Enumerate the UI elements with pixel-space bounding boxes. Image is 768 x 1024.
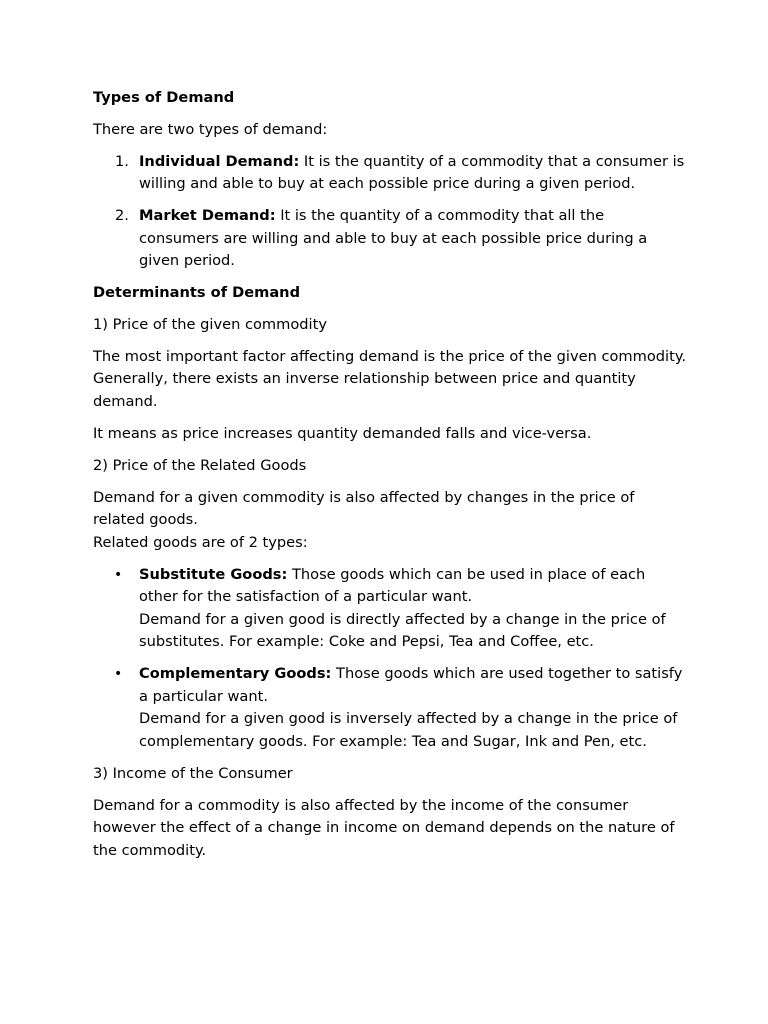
- bullet-item-complementary-goods: [93, 663, 688, 753]
- bullet-item-definition: [139, 663, 688, 708]
- bullet-item-detail: Demand for a given good is directly affected by a change in the price of substitutes. For example: Coke and Pepsi, Tea and Coffee, etc.: [139, 610, 666, 650]
- list-item-text: It is the quantity of a commodity that all the consumers are willing and able to buy at each possible price during a given period.: [139, 207, 648, 269]
- bullet-item-text: Those goods which are used together to satisfy a particular want.: [139, 665, 683, 705]
- bullet-item-text: Those goods which can be used in place of each other for the satisfaction of a particular want.: [139, 565, 646, 605]
- determinants-heading: Determinants of Demand: [93, 284, 301, 301]
- list-item-text: It is the quantity of a commodity that a consumer is willing and able to buy at each possible price during a given period.: [139, 152, 685, 192]
- income-section-title: 3) Income of the Consumer: [93, 764, 293, 782]
- bullet-icon: •: [114, 566, 123, 583]
- list-item-term: Individual Demand:: [139, 152, 300, 170]
- related-goods-paragraph: [93, 487, 688, 555]
- list-item-market-demand: [93, 205, 688, 273]
- bullet-item-definition: [139, 564, 688, 609]
- related-goods-title: 2) Price of the Related Goods: [93, 456, 307, 474]
- bullet-icon: •: [114, 666, 123, 682]
- list-item-term: Market Demand:: [139, 207, 276, 224]
- related-goods-intro: Demand for a given commodity is also affected by changes in the price of related goods.: [93, 488, 635, 528]
- types-intro-text: There are two types of demand:: [93, 120, 328, 138]
- types-of-demand-heading: Types of Demand: [93, 89, 235, 106]
- bullet-item-detail: Demand for a given good is inversely affected by a change in the price of complementary goods. For example: Tea and Sugar, Ink and Pen, etc.: [139, 710, 678, 750]
- bullet-item-term: Substitute Goods:: [139, 565, 288, 583]
- income-section-paragraph: Demand for a commodity is also affected by the income of the consumer however the effect of a change in income on demand depends on the nature of the commodity.: [93, 796, 675, 859]
- bullet-item-substitute-goods: [93, 564, 688, 654]
- bullet-item-term: Complementary Goods:: [139, 665, 332, 682]
- price-section-paragraph: The most important factor affecting demand is the price of the given commodity. Generally, there exists an inverse relationship between price and quantity demand.: [93, 347, 687, 410]
- price-section-title: 1) Price of the given commodity: [93, 315, 327, 333]
- document-body: [93, 87, 688, 872]
- list-number: 2.: [115, 207, 129, 224]
- related-goods-types: Related goods are of 2 types:: [93, 533, 308, 551]
- price-section-conclusion: It means as price increases quantity demanded falls and vice-versa.: [93, 424, 592, 442]
- list-number: 1.: [115, 152, 129, 170]
- list-item-individual-demand: [93, 151, 688, 196]
